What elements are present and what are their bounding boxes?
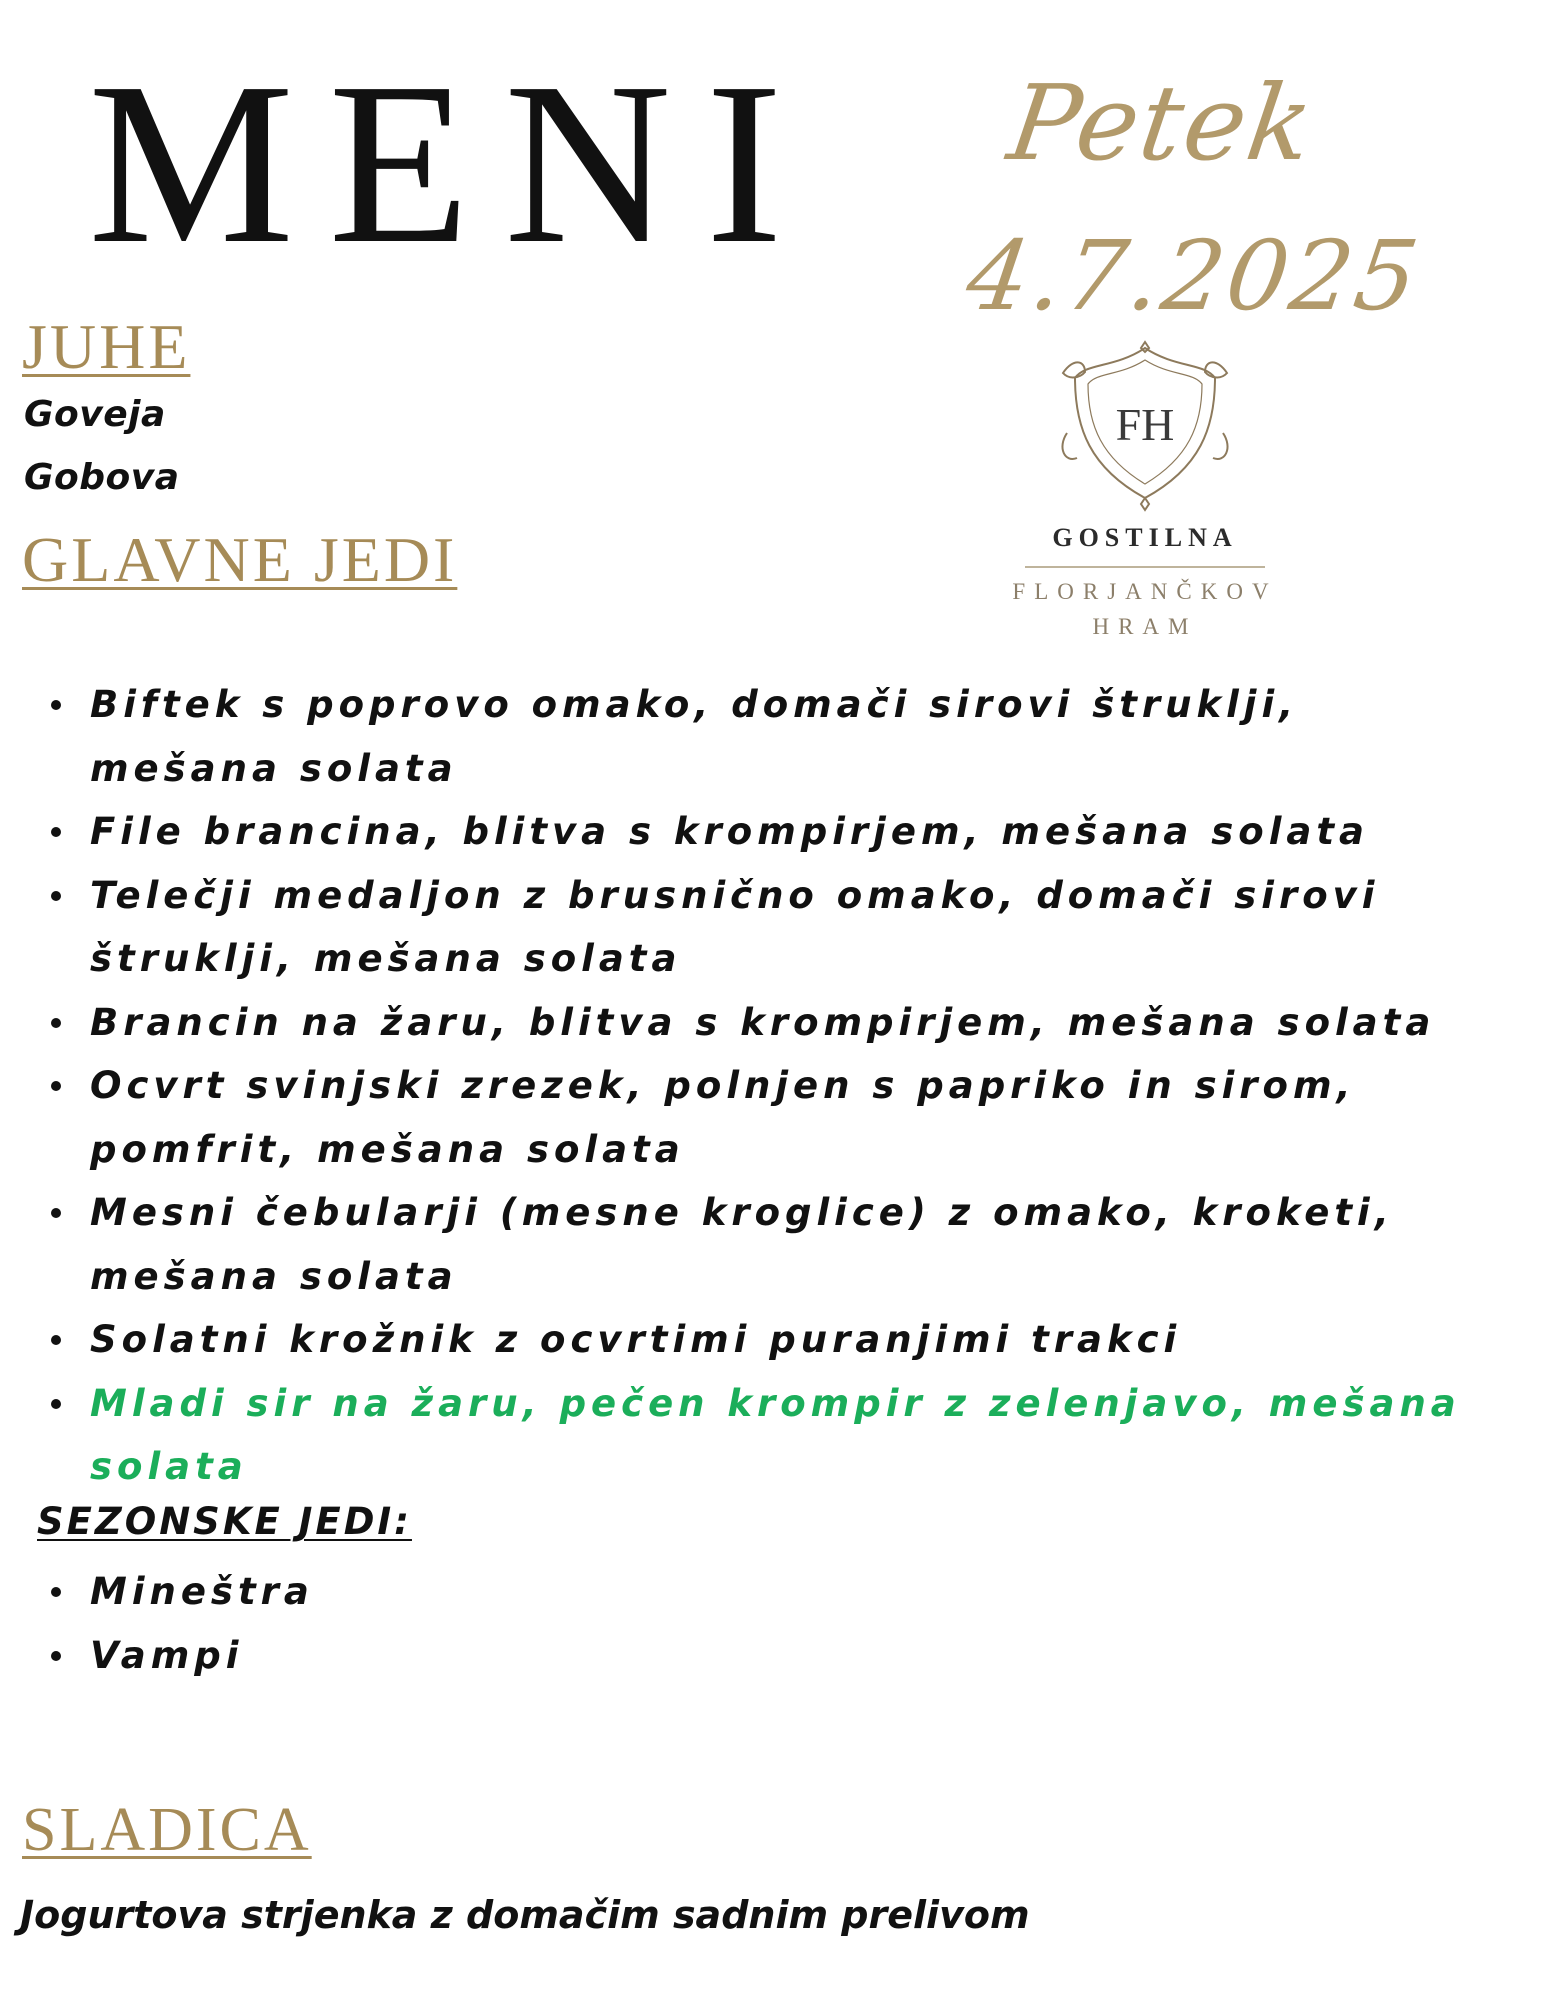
menu-title: MENI: [88, 35, 817, 292]
list-item: Solatni krožnik z ocvrtimi puranjimi trakci: [0, 1308, 1480, 1372]
logo-line2: FLORJANČKOV: [1012, 579, 1278, 604]
list-item-vegetarian: Mladi sir na žaru, pečen krompir z zelenjavo, mešana solata: [0, 1372, 1480, 1499]
soups-heading: JUHE: [22, 311, 191, 382]
menu-day: Petek: [1001, 62, 1322, 184]
menu-date: 4.7.2025: [960, 220, 1428, 332]
logo-monogram: FH: [1115, 399, 1175, 450]
soup-item: Goveja: [24, 394, 166, 435]
restaurant-logo: [985, 338, 1305, 653]
list-item: Vampi: [0, 1624, 800, 1688]
list-item: Ocvrt svinjski zrezek, polnjen s papriko in sirom, pomfrit, mešana solata: [0, 1054, 1480, 1181]
mains-heading: GLAVNE JEDI: [22, 524, 458, 595]
list-item: Telečji medaljon z brusnično omako, domači sirovi štruklji, mešana solata: [0, 864, 1480, 991]
seasonal-heading: SEZONSKE JEDI:: [37, 1500, 412, 1543]
soup-item: Gobova: [24, 457, 180, 498]
seasonal-list: [0, 1560, 800, 1687]
dessert-heading: SLADICA: [22, 1796, 312, 1864]
dessert-item: Jogurtova strjenka z domačim sadnim prelivom: [20, 1893, 1030, 1937]
list-item: Biftek s poprovo omako, domači sirovi štruklji, mešana solata: [0, 673, 1480, 800]
list-item: Mineštra: [0, 1560, 800, 1624]
logo-line3: HRAM: [1092, 614, 1198, 639]
list-item: Mesni čebularji (mesne kroglice) z omako, kroketi, mešana solata: [0, 1181, 1480, 1308]
crest-icon: [1055, 338, 1235, 513]
list-item: Brancin na žaru, blitva s krompirjem, mešana solata: [0, 991, 1480, 1055]
list-item: File brancina, blitva s krompirjem, mešana solata: [0, 800, 1480, 864]
logo-line1: GOSTILNA: [1052, 523, 1238, 552]
mains-list: [0, 673, 1480, 1499]
logo-divider: [1025, 566, 1265, 568]
